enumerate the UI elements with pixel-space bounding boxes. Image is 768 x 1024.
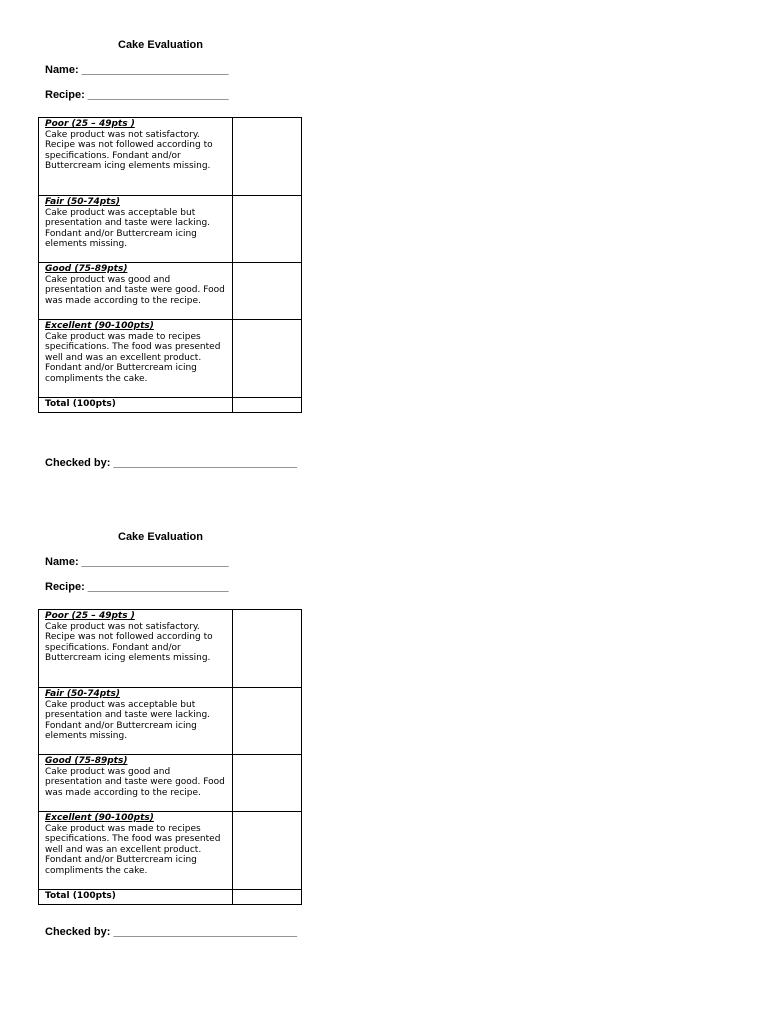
rubric-row-excellent — [39, 812, 302, 890]
rubric-level: Poor (25 – 49pts ) — [45, 611, 135, 621]
checked-by-field[interactable]: Checked by: ______________________________ — [45, 926, 297, 938]
rubric-description: Cake product was acceptable but presentation and taste were lacking. Fondant and/or Buttercream icing elements missing. — [45, 207, 211, 250]
rubric-row-fair — [39, 688, 302, 755]
rubric-description: Cake product was not satisfactory. Recipe was not followed according to specifications. Fondant and/or Buttercream icing elements missing. — [45, 621, 213, 664]
rubric-criteria — [39, 196, 233, 263]
score-cell[interactable] — [233, 610, 302, 688]
total-label: Total (100pts) — [39, 398, 233, 413]
rubric-table — [38, 609, 302, 905]
rubric-criteria — [39, 263, 233, 320]
score-cell[interactable] — [233, 320, 302, 398]
recipe-field[interactable]: Recipe: _______________________ — [45, 89, 229, 101]
score-cell[interactable] — [233, 755, 302, 812]
rubric-level: Excellent (90-100pts) — [45, 321, 154, 331]
total-label: Total (100pts) — [39, 890, 233, 905]
rubric-criteria — [39, 812, 233, 890]
rubric-description: Cake product was made to recipes specifications. The food was presented well and was an excellent product. Fondant and/or Buttercream icing compliments the cake. — [45, 331, 221, 384]
form-title: Cake Evaluation — [118, 531, 203, 543]
rubric-level: Fair (50-74pts) — [45, 197, 120, 207]
name-field[interactable]: Name: ________________________ — [45, 64, 229, 76]
rubric-criteria — [39, 755, 233, 812]
rubric-criteria — [39, 320, 233, 398]
score-cell[interactable] — [233, 688, 302, 755]
score-cell[interactable] — [233, 118, 302, 196]
total-score-cell[interactable] — [233, 398, 302, 413]
rubric-description: Cake product was good and presentation and taste were good. Food was made according to the recipe. — [45, 766, 225, 798]
rubric-row-excellent — [39, 320, 302, 398]
name-field[interactable]: Name: ________________________ — [45, 556, 229, 568]
rubric-description: Cake product was not satisfactory. Recipe was not followed according to specifications. Fondant and/or Buttercream icing elements missing. — [45, 129, 213, 172]
rubric-row-total — [39, 890, 302, 905]
score-cell[interactable] — [233, 812, 302, 890]
rubric-description: Cake product was made to recipes specifications. The food was presented well and was an excellent product. Fondant and/or Buttercream icing compliments the cake. — [45, 823, 221, 876]
rubric-description: Cake product was good and presentation and taste were good. Food was made according to the recipe. — [45, 274, 225, 306]
rubric-criteria — [39, 610, 233, 688]
rubric-row-poor — [39, 118, 302, 196]
score-cell[interactable] — [233, 263, 302, 320]
rubric-level: Good (75-89pts) — [45, 264, 128, 274]
rubric-row-poor — [39, 610, 302, 688]
score-cell[interactable] — [233, 196, 302, 263]
rubric-row-good — [39, 755, 302, 812]
rubric-criteria — [39, 688, 233, 755]
form-title: Cake Evaluation — [118, 39, 203, 51]
rubric-level: Excellent (90-100pts) — [45, 813, 154, 823]
rubric-level: Fair (50-74pts) — [45, 689, 120, 699]
rubric-criteria — [39, 118, 233, 196]
recipe-field[interactable]: Recipe: _______________________ — [45, 581, 229, 593]
rubric-level: Poor (25 – 49pts ) — [45, 119, 135, 129]
checked-by-field[interactable]: Checked by: ______________________________ — [45, 457, 297, 469]
rubric-description: Cake product was acceptable but presentation and taste were lacking. Fondant and/or Buttercream icing elements missing. — [45, 699, 211, 742]
rubric-row-fair — [39, 196, 302, 263]
rubric-row-total — [39, 398, 302, 413]
rubric-table — [38, 117, 302, 413]
total-score-cell[interactable] — [233, 890, 302, 905]
rubric-level: Good (75-89pts) — [45, 756, 128, 766]
rubric-row-good — [39, 263, 302, 320]
